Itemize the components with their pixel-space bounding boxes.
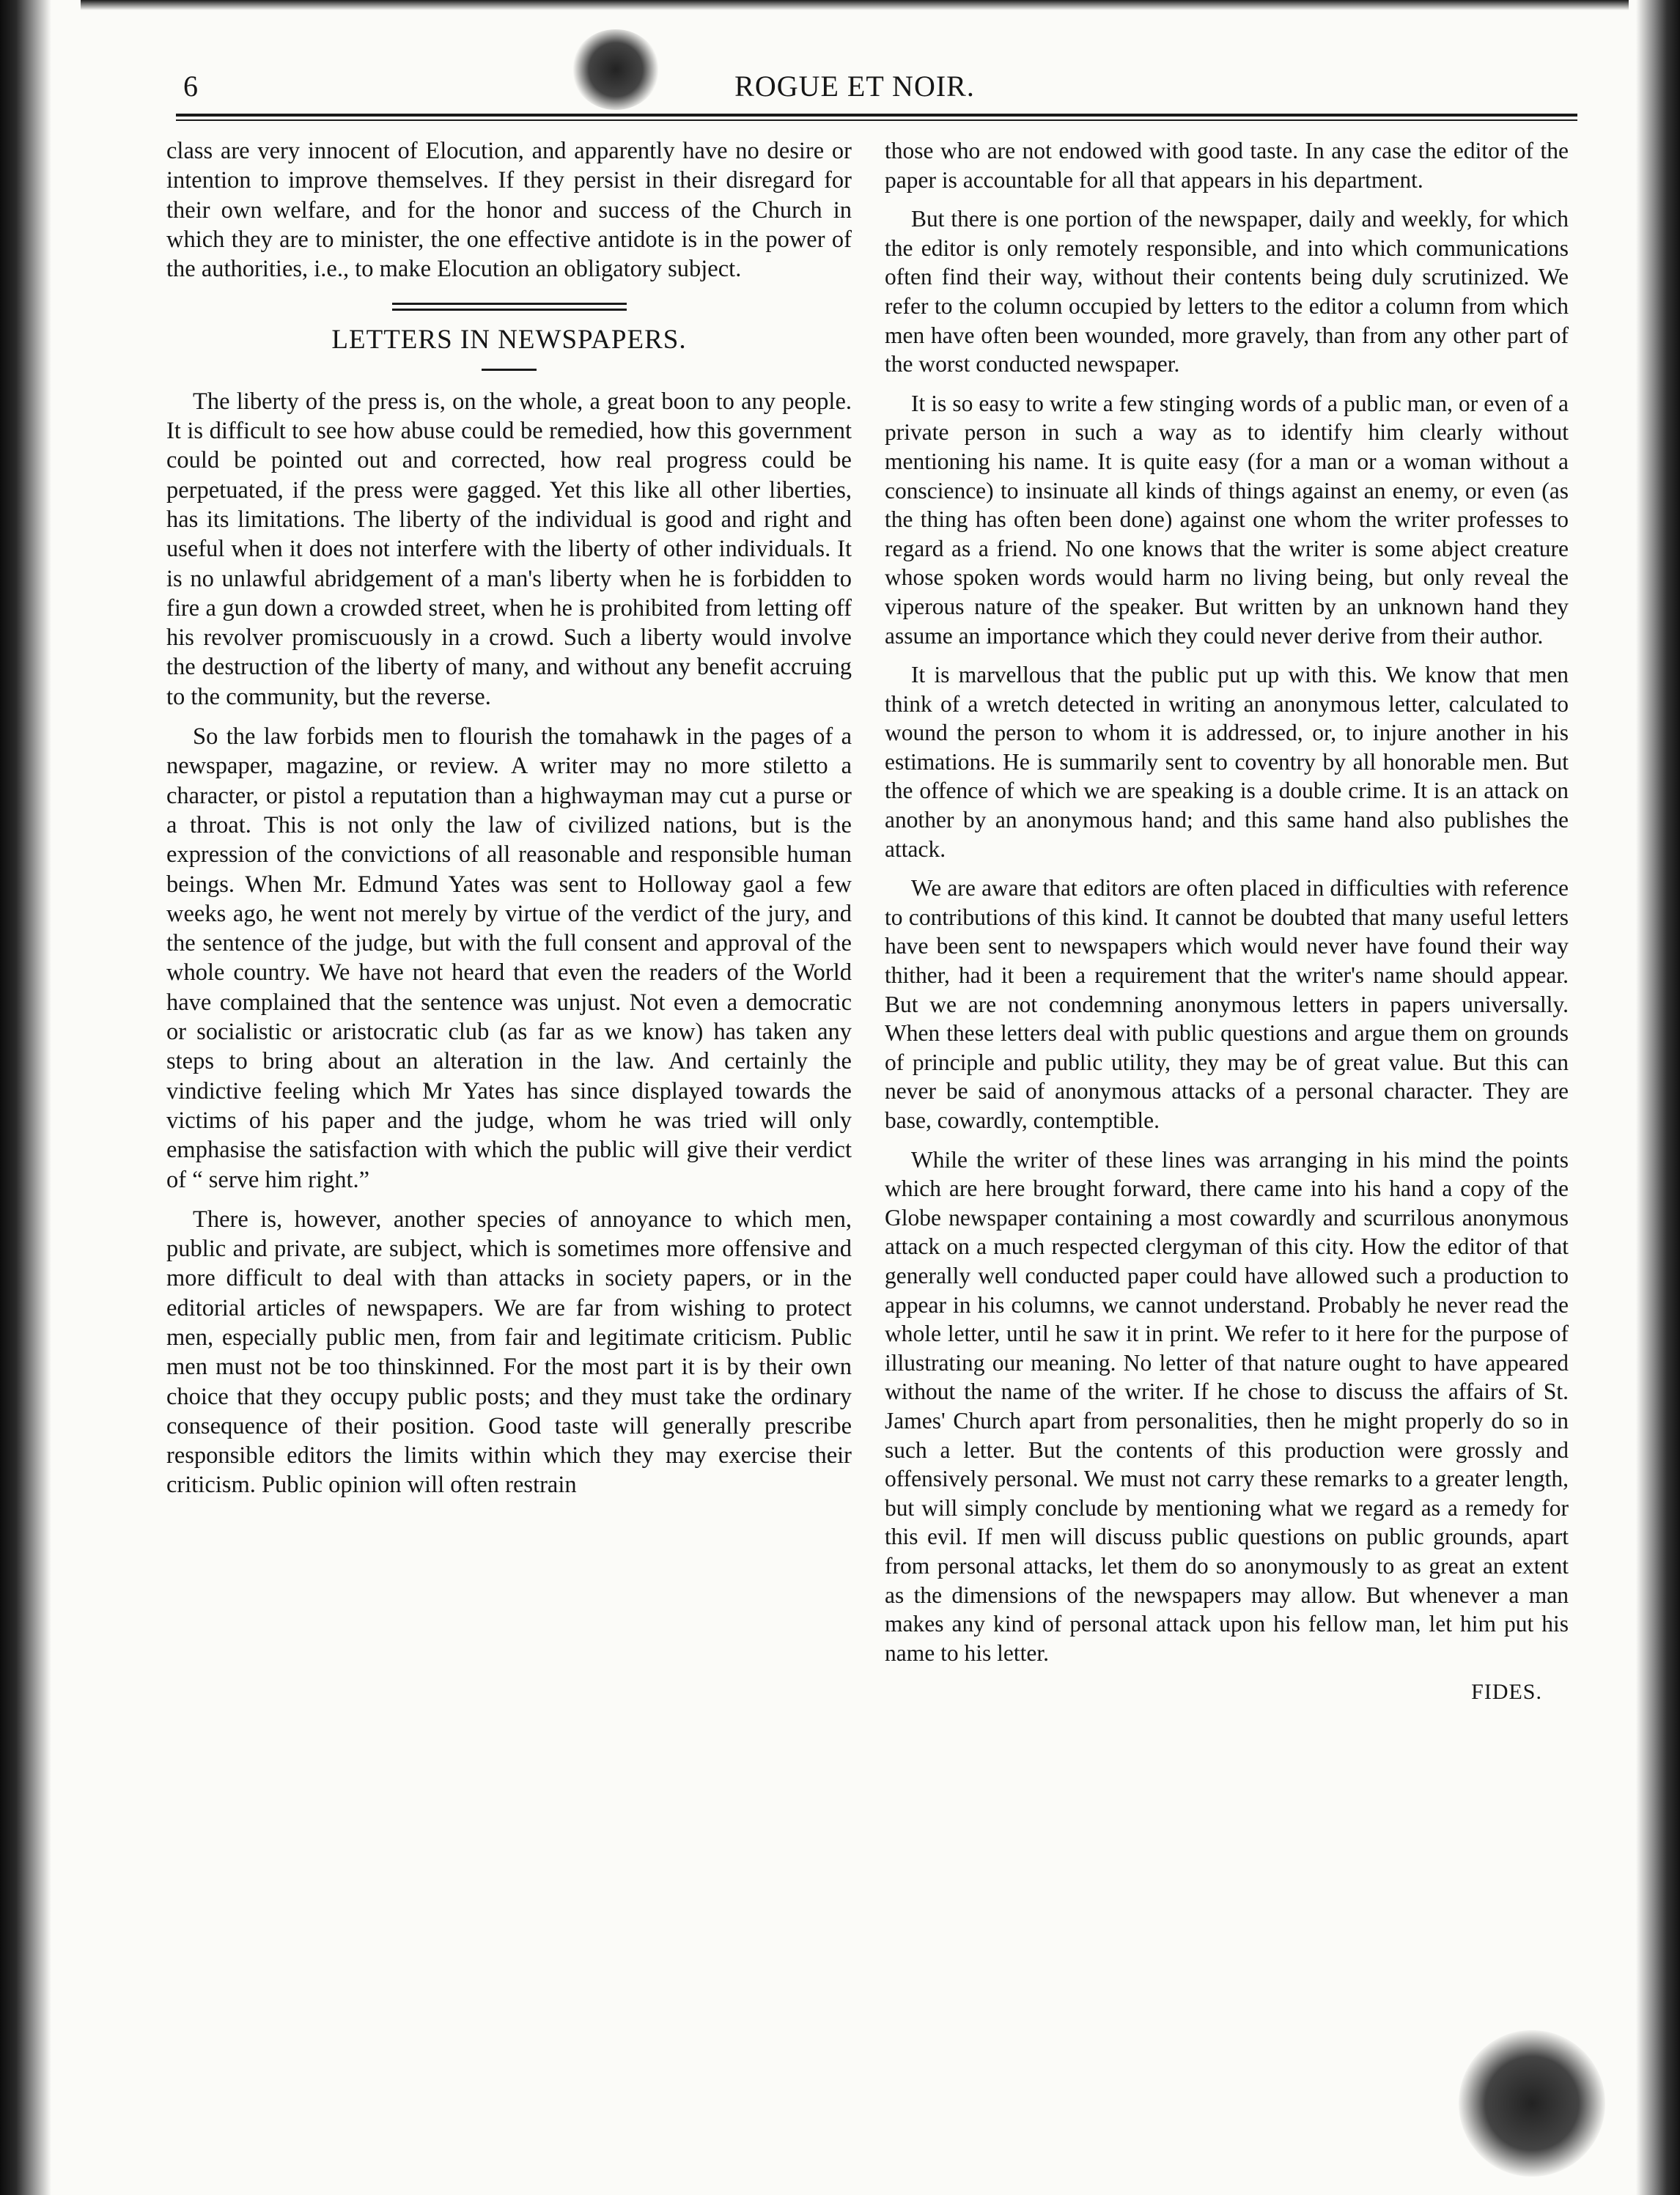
- scan-edge-left: [0, 0, 51, 2195]
- left-column: [166, 136, 852, 1510]
- section-divider: [392, 303, 627, 311]
- page-header: [132, 64, 1577, 116]
- header-rule: [176, 114, 1577, 121]
- paragraph: There is, however, another species of annoyance to which men, public and private, are subject, which is sometimes more offensive and more difficult to deal with than attacks in society papers, or in the editorial articles of newspapers. We are far from wishing to protect men, especially public men, from fair and legitimate criticism. Public men must not be too thinskinned. For the most part it is by their own choice that they occupy public posts; and they must take the ordinary consequence of their position. Good taste will generally prescribe responsible editors the limits within which they may exercise their criticism. Public opinion will often restrain: [166, 1206, 852, 1499]
- paragraph: It is marvellous that the public put up with this. We know that men think of a wretch detected in writing an anonymous letter, calculated to wound the person to whom it is addressed, or, to injure another in his estimations. He is summarily sent to coventry by all honorable men. But the offence of which we are speaking is a double crime. It is an attack on another by an anonymous hand; and this same hand also publishes the attack.: [885, 662, 1569, 862]
- scan-edge-top: [81, 0, 1629, 10]
- paragraph: class are very innocent of Elocution, and apparently have no desire or intention to improve themselves. If they persist in their disregard for their own welfare, and for the honor and success of the Church in which they are to minister, the one effective antidote is in the power of the authorities, i.e., to make Elocution an obligatory subject.: [166, 138, 852, 283]
- scan-edge-right: [1636, 0, 1680, 2195]
- right-column: [885, 136, 1569, 1707]
- ink-blot-bottom-right: [1459, 2030, 1605, 2177]
- author-signature: FIDES.: [1471, 1680, 1542, 1705]
- paragraph: So the law forbids men to flourish the tomahawk in the pages of a newspaper, magazine, or review. A writer may no more stiletto a character, or pistol a reputation than a highwayman may cut a purse or a throat. This is not only the law of civilized nations, but is the expression of the convictions of all reasonable and responsible human beings. When Mr. Edmund Yates was sent to Holloway gaol a few weeks ago, he went not merely by virtue of the verdict of the jury, and the sentence of the judge, but with the full consent and approval of the whole country. We have not heard that even the readers of the World have complained that the sentence was unjust. Not even a democratic or socialistic or aristocratic club (as far as we know) has taken any steps to bring about an alteration in the law. And certainly the vindictive feeling which Mr Yates has since displayed towards the victims of his paper and the judge, whom he was tried will only emphasise the satisfaction with which the public will give their verdict of “ serve him right.”: [166, 723, 852, 1193]
- page-number: 6: [183, 70, 198, 103]
- paragraph: While the writer of these lines was arranging in his mind the points which are here brought forward, there came into his hand a copy of the Globe newspaper containing a most cowardly and scurrilous anonymous attack on a much respected clergyman of this city. How the editor of that generally well conducted paper could have allowed such a production to appear in his columns, we cannot understand. Probably he never read the whole letter, until he saw it in print. We refer to it here for the purpose of illustrating our meaning. No letter of that nature ought to have appeared without the name of the writer. If he chose to discuss the affairs of St. James' Church apart from personalities, then he might properly do so in such a letter. But the contents of this production were grossly and offensively personal. We must not carry these remarks to a greater length, but will simply conclude by mentioning what we regard as a remedy for this evil. If men will discuss public questions on public grounds, apart from personal attacks, let them do so anonymously to as great an extent as the dimensions of the newspapers may allow. But whenever a man makes any kind of personal attack upon his fellow man, let him put his name to his letter.: [885, 1146, 1569, 1666]
- section-underline: [482, 369, 537, 371]
- paragraph: The liberty of the press is, on the whole, a great boon to any people. It is difficult to see how abuse could be remedied, how this government could be pointed out and corrected, how real progress could be perpetuated, if the press were gagged. Yet this like all other liberties, has its limitations. The liberty of the individual is good and right and useful when it does not interfere with the liberty of other individuals. It is no unlawful abridgement of a man's liberty when he is forbidden to fire a gun down a crowded street, when he is prohibited from letting off his revolver promiscuously in a crowd. Such a liberty would involve the destruction of the liberty of many, and without any benefit accruing to the community, but the reverse.: [166, 388, 852, 710]
- paragraph: But there is one portion of the newspaper, daily and weekly, for which the editor is only remotely responsible, and into which communications often find their way, without their contents being duly scrutinized. We refer to the column occupied by letters to the editor a column from which men have often been wounded, more gravely, than from any other part of the worst conducted newspaper.: [885, 206, 1569, 377]
- running-title: ROGUE ET NOIR.: [734, 70, 975, 103]
- section-heading: LETTERS IN NEWSPAPERS.: [331, 325, 687, 355]
- paragraph: those who are not endowed with good taste. In any case the editor of the paper is accountable for all that appears in his department.: [885, 138, 1569, 193]
- paragraph: We are aware that editors are often placed in difficulties with reference to contributions of this kind. It cannot be doubted that many useful letters have been sent to newspapers which would never have found their way thither, had it been a requirement that the writer's name should appear. But we are not condemning anonymous letters in papers universally. When these letters deal with public questions and argue them on grounds of principle and public utility, they may be of great value. But this can never be said of anonymous attacks of a personal character. They are base, cowardly, contemptible.: [885, 875, 1569, 1133]
- paragraph: It is so easy to write a few stinging words of a public man, or even of a private person in such a way as to identify him clearly without mentioning his name. It is quite easy (for a man or a woman without a conscience) to insinuate all kinds of things against an enemy, or even (as the thing has often been done) against one whom the writer professes to regard as a friend. No one knows that the writer is some abject creature whose spoken words would harm no living being, but only reveal the viperous nature of the speaker. But written by an unknown hand they assume an importance which they could never derive from their author.: [885, 390, 1569, 649]
